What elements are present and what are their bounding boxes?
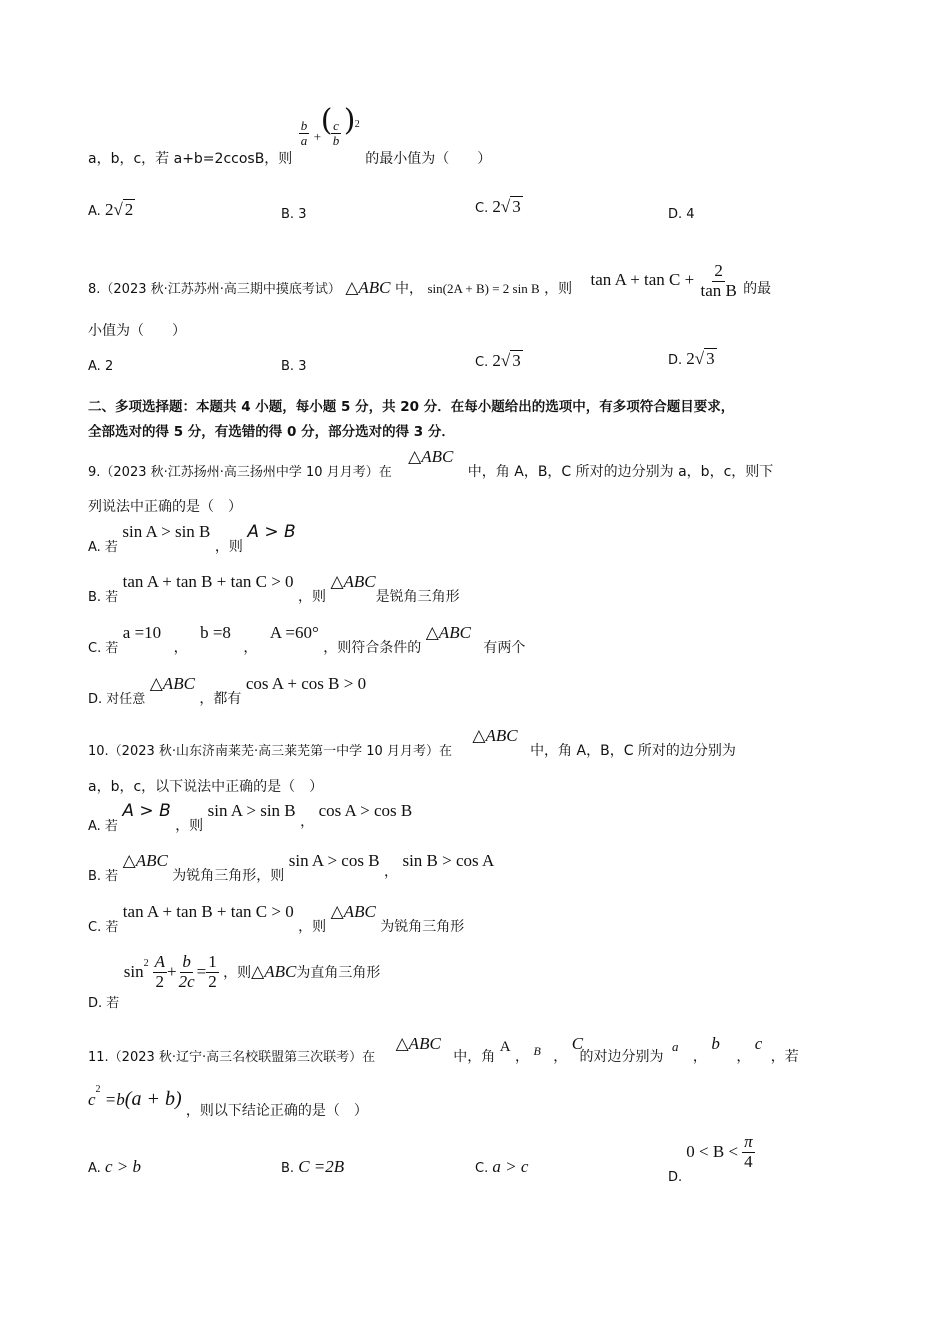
q8-expression: tan A + tan C + $\frac{2}{\text{tan B}}$	[590, 261, 737, 300]
q11-option-c[interactable]: C. a > c	[475, 1157, 529, 1176]
q9-option-c[interactable]: C. 若 a =10 ， b =8 ， A =60° ，则符合条件的 △ABC 有两个	[88, 623, 526, 656]
q8-option-d[interactable]: D. 2√ 3	[668, 349, 715, 368]
q10-option-a[interactable]: A. 若 A > B ，则 sin A > sin B ， cos A > cos B	[88, 801, 413, 834]
q7-option-b[interactable]: B. 3	[281, 207, 307, 222]
q7-expression: $\frac{b}{a}$ + ( $\frac{c}{b}$ ) 2	[300, 103, 360, 149]
q8-option-c[interactable]: C. 2√ 3	[475, 351, 521, 370]
q8-triangle: △ABC	[345, 278, 391, 298]
q10-option-c[interactable]: C. 若 tan A + tan B + tan C > 0 ，则 △ABC 为锐角三角形	[88, 902, 465, 935]
q7-option-c[interactable]: C. 2√ 3	[475, 197, 521, 216]
q8-prefix: 8.（2023 秋·江苏苏州·高三期中摸底考试）	[88, 282, 341, 298]
q8-stem: 8.（2023 秋·江苏苏州·高三期中摸底考试） △ABC 中， sin(2A + B) = 2 sin B ，则 tan A + tan C + $\frac{2}{\text{tan B}}$ 的最	[88, 261, 772, 300]
q10-suffix: 中，角 A，B，C 所对的边分别为	[530, 743, 736, 759]
q8-stem-line2: 小值为（ ）	[88, 323, 186, 339]
q8-condition: sin(2A + B) = 2 sin B	[427, 281, 540, 297]
q7-suffix: 的最小值为（ ）	[365, 151, 492, 167]
q9-stem-line2: 列说法中正确的是（ ）	[88, 499, 242, 515]
q11-condition-line: $c^2 =b(a + b)$ ，则以下结论正确的是（ ）	[88, 1084, 368, 1119]
q10-option-d[interactable]: D. 若 sin $^2$ $\frac{A}{2}$ + $\frac{b}{2c}$ = $\frac{1}{2}$ ，则△ABC为直角三角形	[88, 952, 381, 1012]
q11-option-b[interactable]: B. C =2B	[281, 1157, 345, 1176]
section2-header-line2: 全部选对的得 5 分，有选错的得 0 分，部分选对的得 3 分．	[88, 424, 455, 440]
q9-triangle: △ABC	[408, 447, 454, 466]
q8-option-b[interactable]: B. 3	[281, 359, 307, 374]
section2-header-line1: 二、多项选择题：本题共 4 小题，每小题 5 分，共 20 分．在每小题给出的选项中，有多项符合题目要求，	[88, 399, 735, 415]
q9-stem	[88, 447, 774, 483]
q9-suffix: 中，角 A，B，C 所对的边分别为 a，b，c，则下	[467, 464, 774, 480]
q7-option-d[interactable]: D. 4	[668, 207, 695, 222]
q10-triangle: △ABC	[472, 726, 518, 745]
q9-option-a[interactable]: A. 若 sin A > sin B ，则 A > B	[88, 522, 296, 555]
q11-triangle: △ABC	[395, 1034, 441, 1053]
q9-prefix: 9.（2023 秋·江苏扬州·高三扬州中学 10 月月考）在	[88, 465, 392, 480]
q7-prefix: a，b，c，若 a+b=2ccosB，则	[88, 151, 293, 167]
q11-condition: $c^2 =b(a + b)$	[88, 1084, 182, 1110]
q10-prefix: 10.（2023 秋·山东济南莱芜·高三莱芜第一中学 10 月月考）在	[88, 744, 452, 759]
q11-option-a[interactable]: A. c > b	[88, 1157, 141, 1176]
q8-option-a[interactable]: A. 2	[88, 359, 114, 374]
q7-option-a[interactable]: A. 2√ 2	[88, 200, 134, 219]
q10-option-b[interactable]: B. 若 △ABC 为锐角三角形，则 sin A > cos B ， sin B > cos A	[88, 851, 495, 884]
q7-stem	[88, 103, 492, 169]
q9-option-d[interactable]: D. 对任意 △ABC ，都有 cos A + cos B > 0	[88, 674, 367, 707]
q11-option-d[interactable]: D. 0 < B < $\frac{\pi}{4}$	[668, 1132, 753, 1186]
q10-stem-line2: a，b，c，以下说法中正确的是（ ）	[88, 779, 324, 795]
q11-prefix: 11.（2023 秋·辽宁·高三名校联盟第三次联考）在	[88, 1050, 376, 1065]
q9-option-b[interactable]: B. 若 tan A + tan B + tan C > 0 ，则 △ABC是锐角三角形	[88, 572, 460, 605]
q10-stem	[88, 726, 736, 762]
q11-stem: 11.（2023 秋·辽宁·高三名校联盟第三次联考）在 △ABC 中，角 A ， B ， C 的对边分别为 a ， b ， c ，若	[88, 1034, 799, 1065]
